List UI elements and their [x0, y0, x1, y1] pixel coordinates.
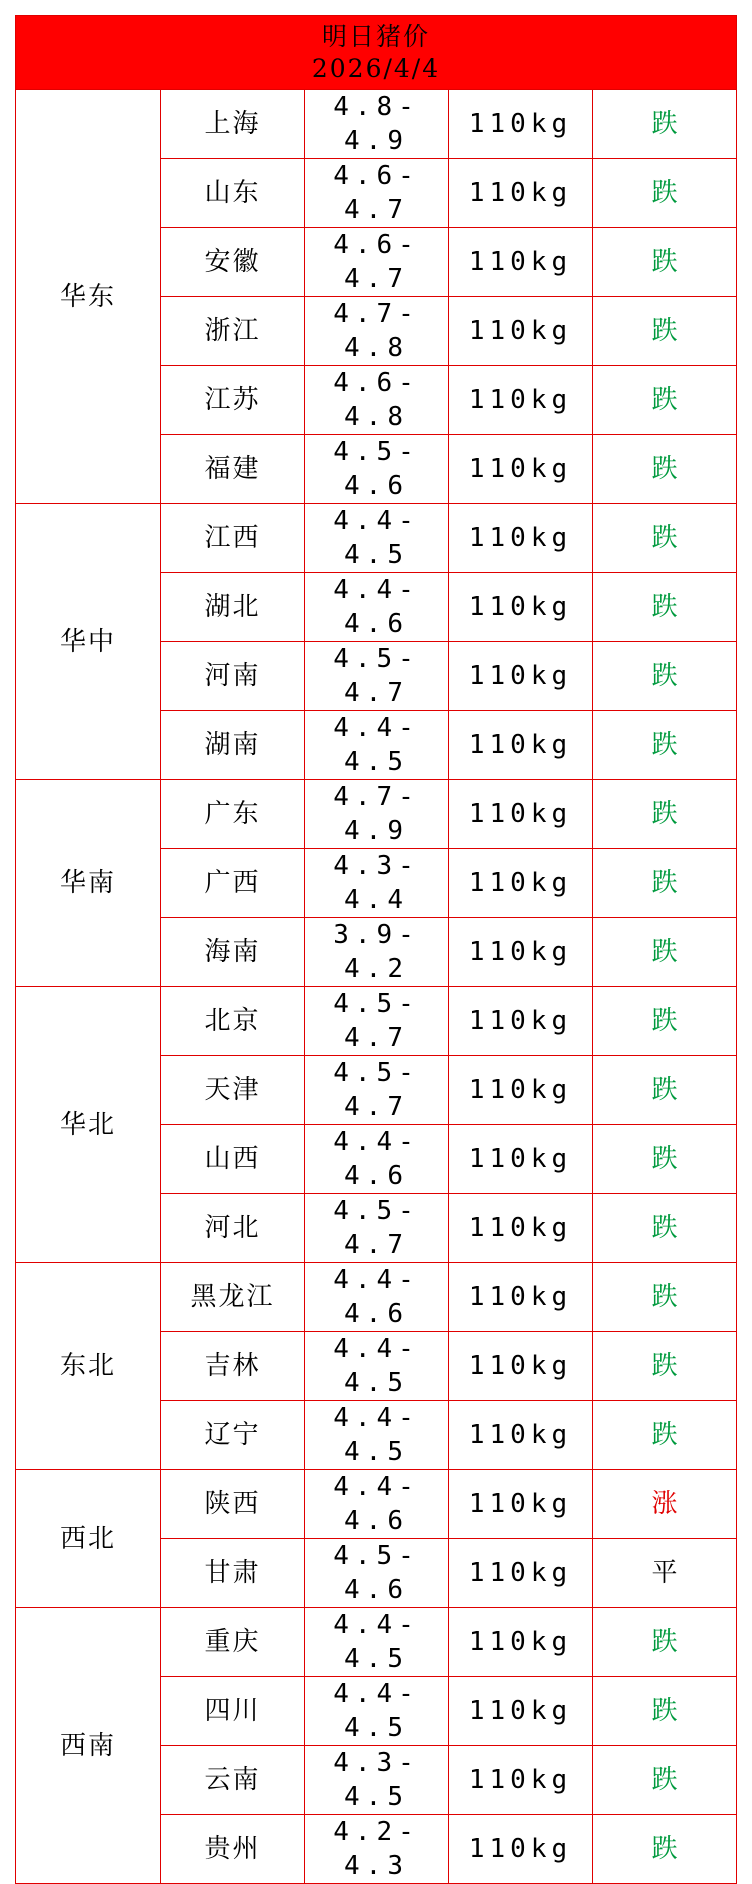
table-row [16, 1263, 737, 1332]
price-cell: 4.4-4.5 [305, 1608, 449, 1677]
trend-cell: 跌 [593, 1608, 737, 1677]
weight-cell: 110kg [449, 297, 593, 366]
region-cell: 华北 [16, 987, 161, 1263]
price-cell: 4.4-4.6 [305, 573, 449, 642]
trend-cell: 涨 [593, 1470, 737, 1539]
price-cell: 4.5-4.7 [305, 1056, 449, 1125]
trend-cell: 跌 [593, 504, 737, 573]
weight-cell: 110kg [449, 918, 593, 987]
trend-cell: 跌 [593, 1332, 737, 1401]
price-cell: 4.4-4.6 [305, 1470, 449, 1539]
trend-cell: 跌 [593, 1125, 737, 1194]
table-date: 2026/4/4 [311, 53, 441, 83]
weight-cell: 110kg [449, 642, 593, 711]
weight-cell: 110kg [449, 1194, 593, 1263]
pig-price-table-body [16, 16, 737, 1884]
price-cell: 4.2-4.3 [305, 1815, 449, 1884]
price-cell: 4.4-4.5 [305, 504, 449, 573]
province-cell: 广西 [161, 849, 305, 918]
weight-cell: 110kg [449, 711, 593, 780]
price-cell: 4.6-4.7 [305, 228, 449, 297]
province-cell: 浙江 [161, 297, 305, 366]
region-cell: 西北 [16, 1470, 161, 1608]
region-cell: 华中 [16, 504, 161, 780]
province-cell: 安徽 [161, 228, 305, 297]
weight-cell: 110kg [449, 1263, 593, 1332]
weight-cell: 110kg [449, 573, 593, 642]
trend-cell: 跌 [593, 711, 737, 780]
price-cell: 3.9-4.2 [305, 918, 449, 987]
province-cell: 北京 [161, 987, 305, 1056]
table-row [16, 504, 737, 573]
trend-cell: 平 [593, 1539, 737, 1608]
trend-cell: 跌 [593, 918, 737, 987]
province-cell: 江苏 [161, 366, 305, 435]
province-cell: 陕西 [161, 1470, 305, 1539]
province-cell: 云南 [161, 1746, 305, 1815]
province-cell: 天津 [161, 1056, 305, 1125]
price-cell: 4.4-4.5 [305, 711, 449, 780]
province-cell: 山西 [161, 1125, 305, 1194]
region-cell: 西南 [16, 1608, 161, 1884]
region-cell: 华东 [16, 90, 161, 504]
weight-cell: 110kg [449, 1677, 593, 1746]
weight-cell: 110kg [449, 1125, 593, 1194]
price-cell: 4.6-4.8 [305, 366, 449, 435]
table-row [16, 90, 737, 159]
price-cell: 4.4-4.6 [305, 1263, 449, 1332]
trend-cell: 跌 [593, 366, 737, 435]
weight-cell: 110kg [449, 1815, 593, 1884]
trend-cell: 跌 [593, 435, 737, 504]
province-cell: 贵州 [161, 1815, 305, 1884]
trend-cell: 跌 [593, 228, 737, 297]
province-cell: 四川 [161, 1677, 305, 1746]
province-cell: 黑龙江 [161, 1263, 305, 1332]
province-cell: 吉林 [161, 1332, 305, 1401]
weight-cell: 110kg [449, 1470, 593, 1539]
weight-cell: 110kg [449, 1608, 593, 1677]
weight-cell: 110kg [449, 1332, 593, 1401]
price-cell: 4.5-4.6 [305, 435, 449, 504]
price-cell: 4.8-4.9 [305, 90, 449, 159]
weight-cell: 110kg [449, 1746, 593, 1815]
price-cell: 4.5-4.7 [305, 987, 449, 1056]
weight-cell: 110kg [449, 1539, 593, 1608]
price-cell: 4.6-4.7 [305, 159, 449, 228]
pig-price-table [15, 15, 737, 1884]
price-cell: 4.5-4.7 [305, 1194, 449, 1263]
trend-cell: 跌 [593, 90, 737, 159]
price-cell: 4.3-4.5 [305, 1746, 449, 1815]
province-cell: 广东 [161, 780, 305, 849]
trend-cell: 跌 [593, 573, 737, 642]
trend-cell: 跌 [593, 1056, 737, 1125]
price-cell: 4.4-4.5 [305, 1401, 449, 1470]
trend-cell: 跌 [593, 780, 737, 849]
weight-cell: 110kg [449, 159, 593, 228]
price-cell: 4.3-4.4 [305, 849, 449, 918]
weight-cell: 110kg [449, 228, 593, 297]
weight-cell: 110kg [449, 366, 593, 435]
trend-cell: 跌 [593, 642, 737, 711]
table-title: 明日猪价 [321, 22, 430, 52]
province-cell: 重庆 [161, 1608, 305, 1677]
price-cell: 4.4-4.5 [305, 1332, 449, 1401]
weight-cell: 110kg [449, 1056, 593, 1125]
region-cell: 东北 [16, 1263, 161, 1470]
trend-cell: 跌 [593, 1677, 737, 1746]
trend-cell: 跌 [593, 849, 737, 918]
price-cell: 4.7-4.8 [305, 297, 449, 366]
header-row [16, 16, 737, 90]
table-row [16, 987, 737, 1056]
trend-cell: 跌 [593, 1746, 737, 1815]
weight-cell: 110kg [449, 1401, 593, 1470]
weight-cell: 110kg [449, 435, 593, 504]
province-cell: 湖北 [161, 573, 305, 642]
province-cell: 山东 [161, 159, 305, 228]
trend-cell: 跌 [593, 1194, 737, 1263]
weight-cell: 110kg [449, 504, 593, 573]
table-row [16, 1470, 737, 1539]
province-cell: 河北 [161, 1194, 305, 1263]
province-cell: 海南 [161, 918, 305, 987]
weight-cell: 110kg [449, 90, 593, 159]
weight-cell: 110kg [449, 987, 593, 1056]
trend-cell: 跌 [593, 297, 737, 366]
province-cell: 河南 [161, 642, 305, 711]
weight-cell: 110kg [449, 780, 593, 849]
weight-cell: 110kg [449, 849, 593, 918]
region-cell: 华南 [16, 780, 161, 987]
trend-cell: 跌 [593, 1815, 737, 1884]
table-row [16, 1608, 737, 1677]
trend-cell: 跌 [593, 159, 737, 228]
table-header [16, 16, 737, 90]
province-cell: 上海 [161, 90, 305, 159]
province-cell: 湖南 [161, 711, 305, 780]
price-cell: 4.5-4.7 [305, 642, 449, 711]
price-cell: 4.4-4.6 [305, 1125, 449, 1194]
trend-cell: 跌 [593, 1263, 737, 1332]
province-cell: 江西 [161, 504, 305, 573]
province-cell: 甘肃 [161, 1539, 305, 1608]
table-row [16, 780, 737, 849]
price-cell: 4.5-4.6 [305, 1539, 449, 1608]
trend-cell: 跌 [593, 1401, 737, 1470]
trend-cell: 跌 [593, 987, 737, 1056]
price-cell: 4.7-4.9 [305, 780, 449, 849]
province-cell: 福建 [161, 435, 305, 504]
province-cell: 辽宁 [161, 1401, 305, 1470]
price-cell: 4.4-4.5 [305, 1677, 449, 1746]
